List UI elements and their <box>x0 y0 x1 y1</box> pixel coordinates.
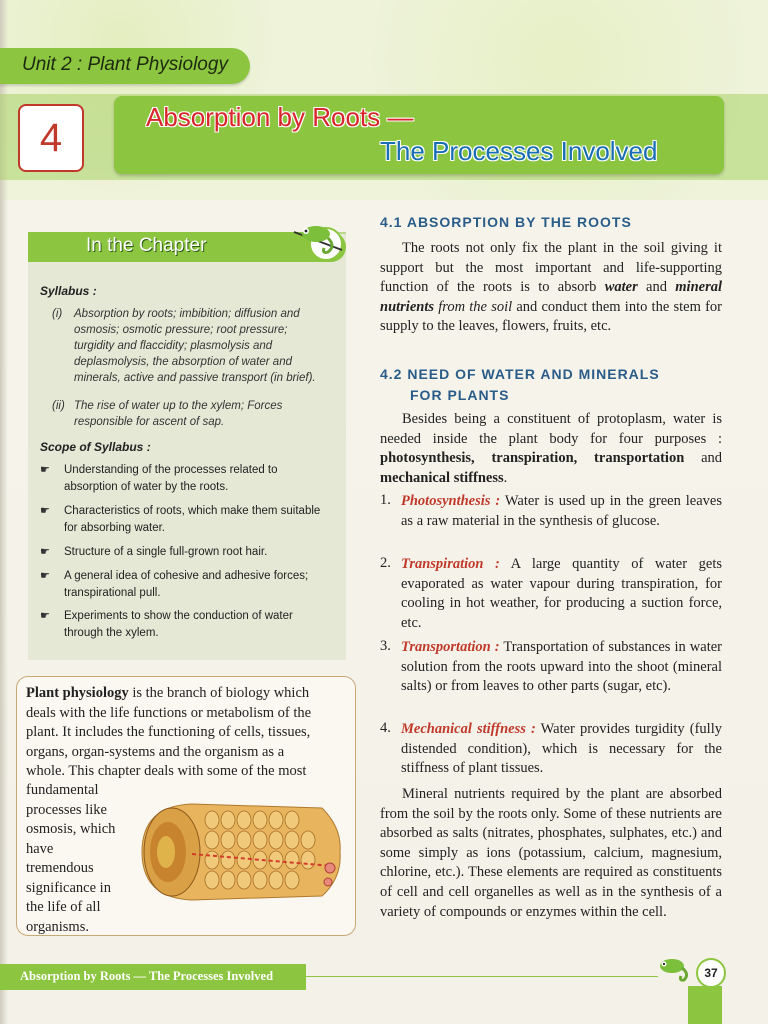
pp-short-line: have <box>26 840 54 857</box>
root-section-illustration <box>132 798 344 906</box>
pp-line: organs, organ-systems and the organism as a <box>26 743 285 760</box>
syllabus-line: Absorption by roots; imbibition; diffusion and <box>74 308 300 320</box>
pp-short-line: organisms. <box>26 918 89 935</box>
scope-line: for absorbing water. <box>64 522 166 534</box>
syllabus-item-2 <box>52 398 344 430</box>
scope-line: absorption of water by the roots. <box>64 481 229 493</box>
plant-physiology-text <box>26 684 348 782</box>
chameleon-icon <box>290 214 350 264</box>
scope-item <box>40 544 342 561</box>
syllabus-item-1 <box>52 306 344 386</box>
s42-intro-bold2: mechanical stiffness <box>380 469 504 486</box>
pp-term: Plant physiology <box>26 685 129 701</box>
scope-line: transpirational pull. <box>64 587 161 599</box>
scope-line: through the xylem. <box>64 627 159 639</box>
syllabus-label: Syllabus : <box>40 284 97 298</box>
section-4-1-heading: 4.1 ABSORPTION BY THE ROOTS <box>380 214 632 230</box>
para-text: Mineral nutrients required by the plant are absorbed from the soil by the roots only. Some of these nutrients are absorbed as salts (nitrates, phosphates, sulphates, etc.) and some simply as ions (potassium, calcium, magnesium, chlorine, etc.). These elements are required as constituents of cell and cell organelles as well as in the synthesis of a variety of compounds or enzymes within the cell. <box>380 786 722 920</box>
syllabus-line: minerals, active and passive transport (in brief). <box>74 372 316 384</box>
list-item <box>401 492 722 531</box>
list-item <box>401 638 722 697</box>
syllabus-line: responsible for ascent of sap. <box>74 416 225 428</box>
section-4-2-heading-line2: FOR PLANTS <box>410 387 510 403</box>
scope-label: Scope of Syllabus : <box>40 440 151 454</box>
section-4-1-text <box>380 239 722 337</box>
scope-line: A general idea of cohesive and adhesive forces; <box>64 570 309 582</box>
s42-intro: Besides being a constituent of protoplasm, water is needed inside the plant body for four purposes : <box>380 411 722 447</box>
pp-line <box>26 684 348 704</box>
s41-text-b: and <box>637 279 676 296</box>
pointing-hand-icon: ☛ <box>40 464 50 476</box>
s42-intro-bold: photosynthesis, transpiration, transportation <box>380 450 685 467</box>
syllabus-line: osmosis; osmotic pressure; root pressure; <box>74 324 288 336</box>
list-text: Transportation of substances in water solution from the roots upward into the shoot (mineral salts) or from leaves to other parts (sugar, etc). <box>401 639 722 695</box>
list-text: Water is used up in the green leaves as a raw material in the synthesis of glucose. <box>401 493 722 529</box>
s41-from-soil: from the soil <box>434 298 513 315</box>
syllabus-line: deplasmolysis, the absorption of water and <box>74 356 292 368</box>
pp-short-line: processes like <box>26 801 107 818</box>
list-text: A large quantity of water gets evaporated as water vapour during transpiration, for cooling in hot weather, for producing a suction force, etc. <box>401 556 722 631</box>
list-term: Mechanical stiffness : <box>401 721 536 737</box>
s41-text-a: The roots not only fix the plant in the soil giving it support but the most important and life-supporting function of the roots is to absorb <box>380 240 722 296</box>
scope-item <box>40 462 342 496</box>
s41-text-c: and conduct them into the stem for supply to the leaves, flowers, fruits, etc. <box>380 298 722 335</box>
section-4-2-intro <box>380 410 722 488</box>
scope-line: Structure of a single full-grown root hair. <box>64 546 268 558</box>
pp-short-line: tremendous <box>26 860 94 876</box>
pp-line: plant. It includes the functioning of cells, tissues, <box>26 724 311 740</box>
pointing-hand-icon: ☛ <box>40 546 50 558</box>
scope-line: Experiments to show the conduction of water <box>64 610 293 622</box>
syllabus-item-num: (i) <box>52 308 63 320</box>
scope-line: Understanding of the processes related to <box>64 464 278 476</box>
scope-line: Characteristics of roots, which make them suitable <box>64 505 321 517</box>
scope-item <box>40 503 342 537</box>
pp-short-line: the life of all <box>26 899 101 915</box>
list-item <box>401 720 722 779</box>
pointing-hand-icon: ☛ <box>40 505 50 517</box>
syllabus-line: turgidity and flaccidity; plasmolysis and <box>74 340 273 352</box>
list-number: 3. <box>380 638 391 654</box>
syllabus-line: The rise of water up to the xylem; Forces <box>74 400 283 412</box>
unit-title: Unit 2 : Plant Physiology <box>22 54 228 75</box>
pp-line: whole. This chapter deals with some of the most <box>26 763 307 779</box>
pp-short-line: significance in <box>26 879 111 896</box>
section-4-2-heading-line1: 4.2 NEED OF WATER AND MINERALS <box>380 366 660 382</box>
s42-intro-end: . <box>503 469 508 486</box>
list-term: Photosynthesis : <box>401 493 501 509</box>
list-item <box>401 555 722 633</box>
footer-rule <box>306 976 658 977</box>
mineral-nutrients-paragraph <box>380 785 722 922</box>
pp-line: deals with the life functions or metabolism of the <box>26 704 312 721</box>
chapter-title-line1: Absorption by Roots — <box>146 102 414 132</box>
list-term: Transportation : <box>401 639 500 655</box>
pp-short-line: osmosis, which <box>26 821 116 837</box>
in-the-chapter-heading: In the Chapter <box>86 235 207 256</box>
footer-strip <box>688 986 722 1024</box>
list-number: 1. <box>380 492 391 508</box>
pointing-hand-icon: ☛ <box>40 610 50 622</box>
scope-item <box>40 608 342 642</box>
s41-water: water <box>604 279 638 296</box>
pp-short-lines <box>26 781 136 937</box>
pp-line-rest: is the branch of biology which <box>128 685 310 701</box>
running-title: Absorption by Roots — The Processes Involved <box>20 969 274 983</box>
chapter-title-line2: The Processes Involved <box>380 136 658 166</box>
chameleon-icon <box>656 954 692 982</box>
list-number: 4. <box>380 720 391 736</box>
scope-item <box>40 568 342 602</box>
list-text: Water provides turgidity (fully distended condition), which is necessary for the stiffness of plant tissues. <box>401 721 722 777</box>
list-term: Transpiration : <box>401 556 500 572</box>
list-number: 2. <box>380 555 391 571</box>
pp-short-line: fundamental <box>26 782 99 798</box>
page-number: 37 <box>696 958 726 988</box>
s42-intro-and: and <box>684 450 723 467</box>
pointing-hand-icon: ☛ <box>40 570 50 582</box>
s41-minerals: mineral nutrients <box>380 279 722 315</box>
syllabus-item-num: (ii) <box>52 400 65 412</box>
chapter-number: 4 <box>18 104 84 172</box>
